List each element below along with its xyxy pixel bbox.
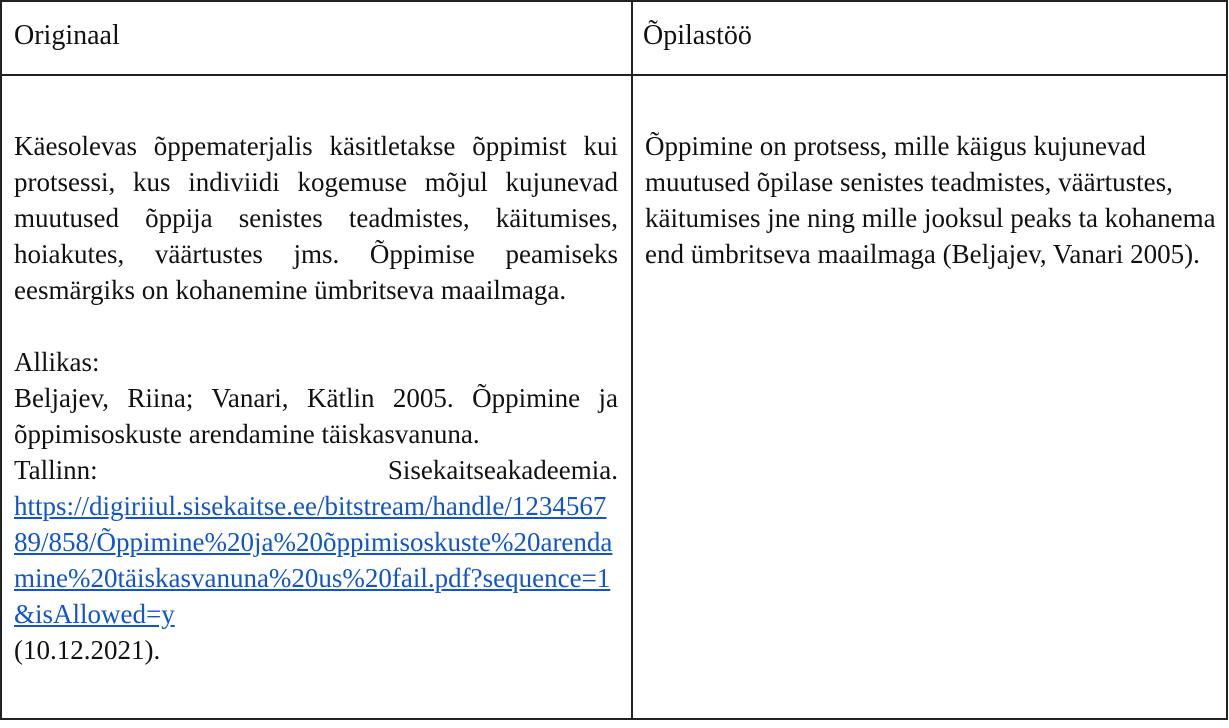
source-citation: Beljajev, Riina; Vanari, Kätlin 2005. Õppimine ja õppimisoskuste arendamine täiskasvanuna. <box>14 383 618 449</box>
original-cell <box>14 128 618 668</box>
access-date: (10.12.2021). <box>14 635 161 665</box>
source-label: Allikas: <box>14 347 100 377</box>
header-divider <box>2 74 1226 76</box>
source-place: Tallinn: Sisekaitseakadeemia. <box>14 455 618 485</box>
header-student: Õpilastöö <box>643 20 752 51</box>
original-paragraph: Käesolevas õppematerjalis käsitletakse õppimist kui protsessi, kus indiviidi kogemuse mõjul kujunevad muutused õppija senistes teadmistes, käitumises, hoiakutes, väärtustes jms. Õppimise peamiseks eesmärgiks on kohanemine ümbritseva maailmaga. <box>14 131 618 305</box>
student-cell <box>645 128 1221 272</box>
student-paragraph: Õppimine on protsess, mille käigus kujunevad muutused õpilase senistes teadmistes, väärtustes, käitumises jne ning mille jooksul peaks ta kohanema end ümbritseva maailmaga (Beljajev, Vanari 2005). <box>645 131 1216 269</box>
source-url-link[interactable]: https://digiriiul.sisekaitse.ee/bitstream/handle/123456789/858/Õppimine%20ja%20õppimisoskuste%20arendamine%20täiskasvanuna%20us%20fail.pdf?sequence=1&isAllowed=y <box>14 491 613 629</box>
column-divider <box>631 2 633 718</box>
header-original: Originaal <box>14 20 120 51</box>
